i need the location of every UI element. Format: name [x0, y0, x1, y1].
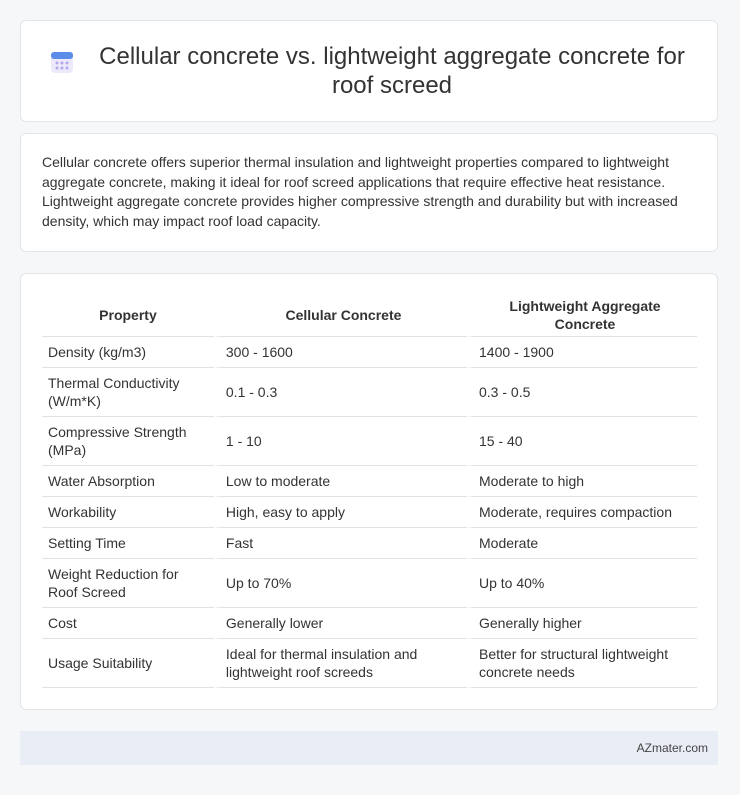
row-property: Usage Suitability [42, 639, 214, 688]
row-lwa-value: Moderate to high [467, 466, 697, 497]
table-row [42, 368, 697, 417]
calendar-icon [49, 49, 75, 75]
footer-site-link[interactable]: AZmater.com [636, 741, 708, 755]
header-property: Property [42, 294, 214, 337]
page-title: Cellular concrete vs. lightweight aggregate concrete for roof screed [99, 43, 685, 99]
row-property: Weight Reduction for Roof Screed [42, 559, 214, 608]
row-cellular-value: Generally lower [214, 608, 467, 639]
row-property: Setting Time [42, 528, 214, 559]
row-cellular-value: Ideal for thermal insulation and lightweight roof screeds [214, 639, 467, 688]
row-cellular-value: Up to 70% [214, 559, 467, 608]
row-cellular-value: High, easy to apply [214, 497, 467, 528]
table-row [42, 466, 697, 497]
table-row [42, 497, 697, 528]
comparison-table [42, 294, 697, 688]
row-cellular-value: 300 - 1600 [214, 337, 467, 368]
row-lwa-value: Better for structural lightweight concrete needs [467, 639, 697, 688]
row-lwa-value: 1400 - 1900 [467, 337, 697, 368]
table-row [42, 417, 697, 466]
row-cellular-value: Low to moderate [214, 466, 467, 497]
row-lwa-value: Moderate, requires compaction [467, 497, 697, 528]
title-card [20, 20, 718, 122]
table-header-row [42, 294, 697, 337]
row-lwa-value: 0.3 - 0.5 [467, 368, 697, 417]
row-property: Compressive Strength (MPa) [42, 417, 214, 466]
header-lightweight-aggregate-concrete: Lightweight Aggregate Concrete [467, 294, 697, 337]
row-property: Water Absorption [42, 466, 214, 497]
row-property: Density (kg/m3) [42, 337, 214, 368]
table-row [42, 528, 697, 559]
row-cellular-value: 0.1 - 0.3 [214, 368, 467, 417]
table-row [42, 639, 697, 688]
table-row [42, 559, 697, 608]
row-property: Cost [42, 608, 214, 639]
header-cellular-concrete: Cellular Concrete [214, 294, 467, 337]
row-lwa-value: 15 - 40 [467, 417, 697, 466]
summary-text: Cellular concrete offers superior thermal insulation and lightweight properties compared to lightweight aggregate concrete, making it ideal for roof screed applications that require effective heat resistance. Lightweight aggregate concrete provides higher compressive strength and durability but with increased density, which may impact roof load capacity. [42, 154, 678, 229]
row-lwa-value: Moderate [467, 528, 697, 559]
comparison-table-card [20, 273, 718, 710]
row-cellular-value: Fast [214, 528, 467, 559]
title-wrap [49, 42, 689, 100]
table-row [42, 337, 697, 368]
summary-card [20, 133, 718, 252]
row-property: Thermal Conductivity (W/m*K) [42, 368, 214, 417]
row-lwa-value: Up to 40% [467, 559, 697, 608]
footer [20, 731, 718, 765]
row-lwa-value: Generally higher [467, 608, 697, 639]
row-property: Workability [42, 497, 214, 528]
row-cellular-value: 1 - 10 [214, 417, 467, 466]
table-row [42, 608, 697, 639]
